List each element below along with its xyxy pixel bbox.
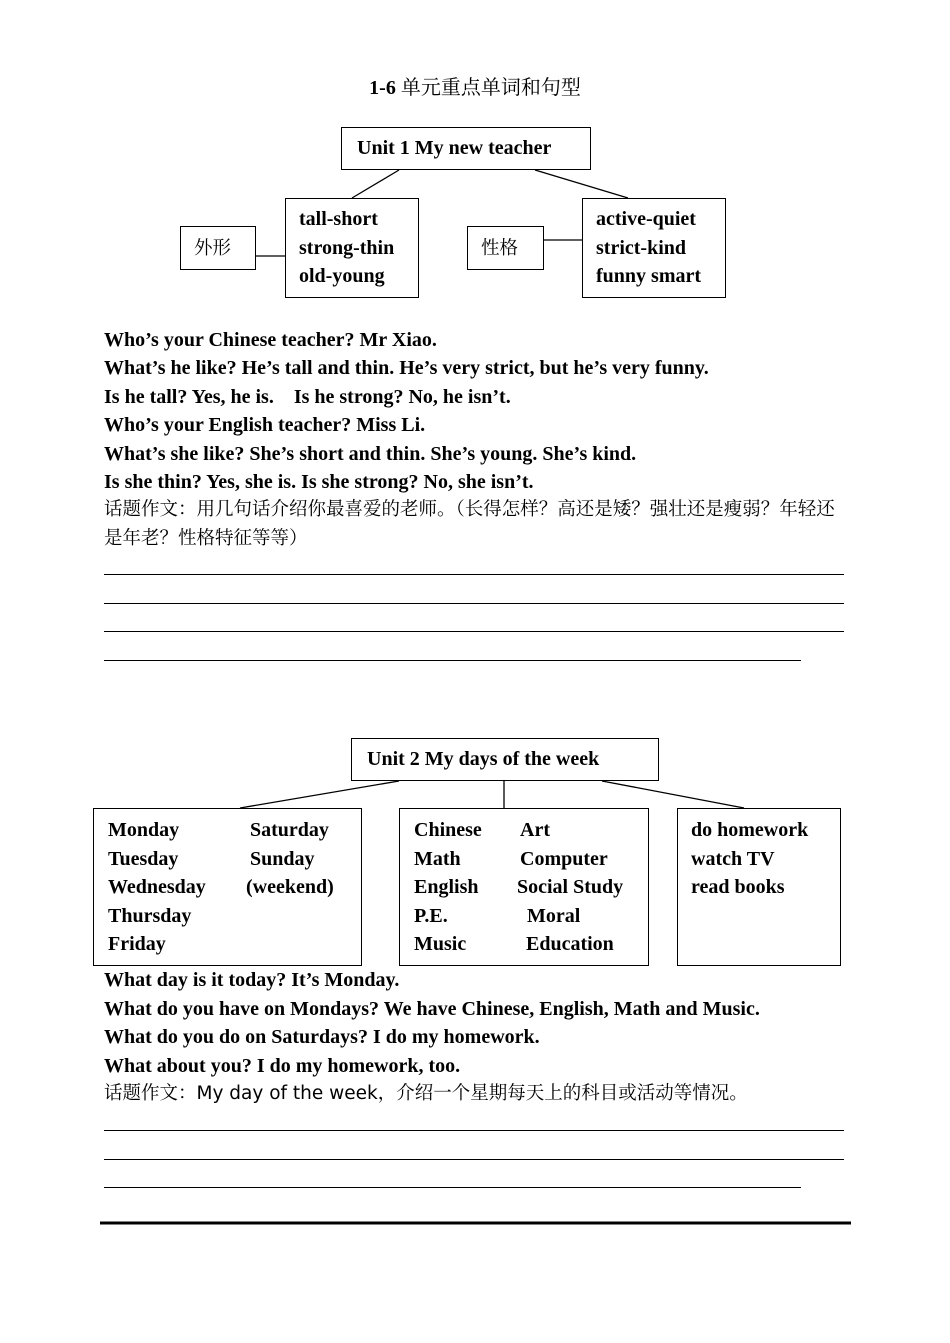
personality-label-box: 性格	[467, 226, 544, 270]
appearance-label-box: 外形	[180, 226, 256, 270]
activities-box	[677, 808, 841, 966]
day: Thursday	[108, 904, 192, 927]
subject: Computer	[520, 847, 608, 870]
subject: Math	[414, 847, 461, 870]
word: active-quiet	[596, 208, 696, 230]
topic-writing-prompt: 话题作文：My day of the week，介绍一个星期每天上的科目或活动等情况。	[104, 1083, 748, 1104]
day: Saturday	[250, 819, 329, 841]
day: Monday	[108, 819, 180, 841]
unit1-title-box: Unit 1 My new teacher	[341, 127, 591, 170]
writing-line[interactable]	[104, 574, 844, 575]
days-box	[93, 808, 362, 966]
day: Tuesday	[108, 847, 179, 870]
writing-line[interactable]	[104, 603, 844, 604]
word: strict-kind	[596, 236, 686, 259]
day: Wednesday	[108, 876, 206, 898]
day: Friday	[108, 933, 166, 955]
word: tall-short	[299, 208, 378, 230]
subjects-box	[399, 808, 649, 966]
subject: Music	[414, 933, 467, 955]
day: Sunday	[250, 847, 315, 870]
activity: read books	[691, 876, 785, 898]
activity: do homework	[691, 819, 809, 841]
sentence: Is she thin? Yes, she is. Is she strong? No, she isn’t.	[104, 471, 534, 493]
subject: Social Study	[517, 876, 624, 898]
subject: Art	[520, 819, 550, 841]
unit2-title-box: Unit 2 My days of the week	[351, 738, 659, 781]
sentence: Who’s your Chinese teacher? Mr Xiao.	[104, 329, 437, 351]
writing-line[interactable]	[104, 631, 844, 632]
subject: P.E.	[414, 904, 448, 927]
activity: watch TV	[691, 847, 775, 870]
sentence: What day is it today? It’s Monday.	[104, 969, 400, 991]
sentence: What’s he like? He’s tall and thin. He’s very strict, but he’s very funny.	[104, 357, 709, 379]
appearance-words-box	[285, 198, 419, 298]
word: strong-thin	[299, 236, 395, 259]
writing-line[interactable]	[104, 660, 801, 661]
word: old-young	[299, 265, 385, 287]
personality-words-box	[582, 198, 726, 298]
subject: Moral	[527, 904, 581, 927]
sentence: What about you? I do my homework, too.	[104, 1055, 461, 1077]
writing-line[interactable]	[104, 1130, 844, 1131]
subject: Education	[526, 933, 614, 955]
page-title: 1-6 单元重点单词和句型	[369, 75, 581, 99]
writing-line[interactable]	[104, 1159, 844, 1160]
sentence: What do you do on Saturdays? I do my homework.	[104, 1026, 540, 1048]
writing-line[interactable]	[104, 1187, 801, 1188]
sentence: Is he tall? Yes, he is. Is he strong? No, he isn’t.	[104, 386, 511, 408]
sentence: What do you have on Mondays? We have Chinese, English, Math and Music.	[104, 998, 760, 1020]
sentence: Who’s your English teacher? Miss Li.	[104, 414, 426, 436]
topic-writing-prompt: 话题作文：用几句话介绍你最喜爱的老师。（长得怎样？高还是矮？强壮还是瘦弱？年轻还是年老？性格特征等等）	[104, 499, 835, 549]
subject: Chinese	[414, 819, 482, 841]
sentence: What’s she like? She’s short and thin. She’s young. She’s kind.	[104, 443, 637, 465]
subject: English	[414, 876, 479, 898]
day: (weekend)	[246, 876, 334, 898]
word: funny smart	[596, 265, 702, 287]
